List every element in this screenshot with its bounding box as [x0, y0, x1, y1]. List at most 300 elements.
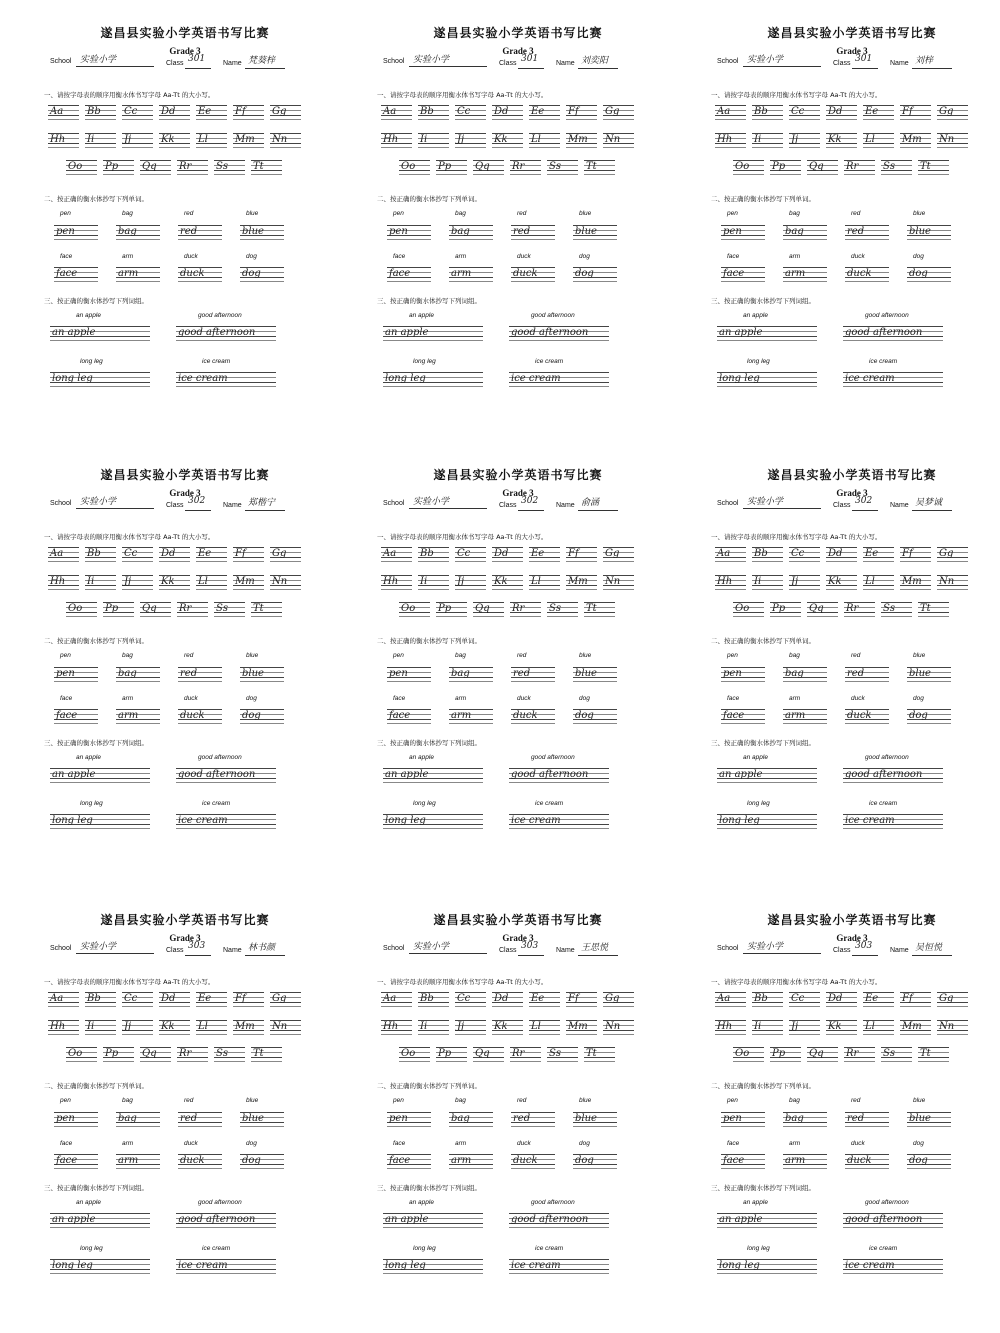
- handwritten-text: Qq: [809, 161, 824, 172]
- school-underline: [409, 508, 487, 509]
- phrase-prompt: an apple: [743, 1199, 768, 1206]
- guide-line-bottom: [159, 589, 190, 590]
- guide-line-bottom: [54, 1168, 98, 1169]
- letter-pair: [752, 575, 783, 589]
- phrase-prompt: long leg: [80, 800, 103, 807]
- guide-line-bottom: [383, 386, 483, 387]
- school-value: 实验小学: [413, 942, 450, 952]
- handwritten-text: long leg: [719, 1260, 760, 1271]
- guide-line-bottom: [381, 1034, 412, 1035]
- handwritten-text: Mm: [568, 1021, 588, 1032]
- handwritten-text: an apple: [385, 327, 429, 338]
- letter-pair: [770, 1047, 801, 1061]
- handwritten-text: ice cream: [511, 815, 561, 826]
- letter-pair: [529, 575, 560, 589]
- phrase-line: [717, 1259, 817, 1273]
- handwritten-text: dog: [575, 710, 594, 721]
- handwritten-text: Tt: [920, 161, 931, 172]
- handwritten-text: Dd: [828, 993, 843, 1004]
- handwritten-text: Ll: [198, 1021, 208, 1032]
- letter-pair: [603, 575, 634, 589]
- guide-line-bottom: [177, 1061, 208, 1062]
- phrase-prompt: ice cream: [535, 358, 564, 365]
- letter-pair: [418, 575, 449, 589]
- guide-line-bottom: [509, 386, 609, 387]
- handwritten-text: Tt: [253, 161, 264, 172]
- letter-pair: [752, 133, 783, 147]
- word-prompt: arm: [122, 695, 134, 702]
- word-line: [721, 1154, 765, 1168]
- handwritten-text: Jj: [457, 576, 465, 587]
- word-prompt: duck: [851, 1140, 865, 1147]
- guide-line-bottom: [449, 1126, 493, 1127]
- word-prompt: blue: [579, 210, 592, 217]
- handwritten-text: pen: [56, 1113, 75, 1124]
- guide-line-bottom: [511, 1168, 555, 1169]
- guide-line-bottom: [122, 1034, 153, 1035]
- letter-pair: [807, 602, 838, 616]
- guide-line-bottom: [844, 1061, 875, 1062]
- handwritten-text: Tt: [586, 161, 597, 172]
- guide-line-bottom: [900, 147, 931, 148]
- handwritten-text: red: [847, 668, 865, 679]
- phrase-prompt: long leg: [747, 800, 770, 807]
- word-line: [116, 709, 160, 723]
- letter-pair: [436, 1047, 467, 1061]
- handwritten-text: blue: [575, 668, 597, 679]
- school-underline: [409, 66, 487, 67]
- guide-line-bottom: [752, 119, 783, 120]
- guide-line-bottom: [178, 681, 222, 682]
- letter-pair: [233, 1020, 264, 1034]
- handwritten-text: Ff: [902, 106, 913, 117]
- guide-line-bottom: [178, 1126, 222, 1127]
- guide-line-bottom: [845, 281, 889, 282]
- school-value: 实验小学: [80, 942, 117, 952]
- guide-line-bottom: [907, 1126, 951, 1127]
- handwritten-text: good afternoon: [845, 1214, 923, 1225]
- guide-line-bottom: [937, 1034, 968, 1035]
- word-line: [178, 1154, 222, 1168]
- guide-line-bottom: [196, 589, 227, 590]
- guide-line-bottom: [492, 561, 523, 562]
- phrase-prompt: long leg: [413, 358, 436, 365]
- letter-pair: [492, 575, 523, 589]
- word-prompt: pen: [727, 210, 738, 217]
- handwritten-text: dog: [909, 1155, 928, 1166]
- handwritten-text: arm: [451, 268, 472, 279]
- guide-line-bottom: [240, 239, 284, 240]
- letter-pair: [863, 575, 894, 589]
- handwritten-text: Ii: [87, 576, 95, 587]
- letter-pair: [381, 575, 412, 589]
- guide-line-bottom: [603, 1006, 634, 1007]
- phrase-line: [717, 814, 817, 828]
- word-line: [511, 1112, 555, 1126]
- handwritten-text: Oo: [735, 1048, 750, 1059]
- letter-pair: [900, 105, 931, 119]
- handwritten-text: long leg: [52, 373, 93, 384]
- guide-line-bottom: [733, 1061, 764, 1062]
- letter-pair: [418, 992, 449, 1006]
- section-3-instruction: 三、按正确的衡水体抄写下列词组。: [377, 739, 481, 747]
- word-prompt: blue: [913, 1097, 926, 1104]
- guide-line-bottom: [843, 386, 943, 387]
- guide-line-bottom: [270, 561, 301, 562]
- handwritten-text: Bb: [87, 106, 101, 117]
- letter-pair: [715, 1020, 746, 1034]
- guide-line-bottom: [178, 281, 222, 282]
- guide-line-bottom: [85, 561, 116, 562]
- guide-line-bottom: [103, 1061, 134, 1062]
- guide-line-bottom: [721, 723, 765, 724]
- guide-line-bottom: [789, 589, 820, 590]
- grade-label: Grade 3: [836, 488, 868, 498]
- section-1-instruction: 一、请按字母表的顺序用衡水体书写字母 Aa-Tt 的大小写。: [377, 978, 548, 986]
- guide-line-bottom: [251, 1061, 282, 1062]
- handwritten-text: bag: [451, 668, 470, 679]
- guide-line-bottom: [845, 1168, 889, 1169]
- guide-line-bottom: [196, 1034, 227, 1035]
- letter-pair: [122, 133, 153, 147]
- guide-line-bottom: [54, 281, 98, 282]
- letter-pair: [66, 602, 97, 616]
- word-prompt: bag: [122, 1097, 133, 1104]
- phrase-prompt: ice cream: [869, 358, 898, 365]
- guide-line-bottom: [511, 281, 555, 282]
- handwritten-text: red: [513, 1113, 531, 1124]
- handwritten-text: red: [180, 668, 198, 679]
- word-prompt: duck: [517, 253, 531, 260]
- handwritten-text: Dd: [828, 548, 843, 559]
- letter-pair: [918, 160, 949, 174]
- handwritten-text: arm: [451, 710, 472, 721]
- handwritten-text: Tt: [253, 603, 264, 614]
- letter-pair: [48, 1020, 79, 1034]
- school-value: 实验小学: [80, 497, 117, 507]
- handwritten-text: Nn: [939, 576, 955, 587]
- section-2-instruction: 二、按正确的衡水体抄写下列单词。: [711, 1082, 815, 1090]
- letter-pair: [251, 1047, 282, 1061]
- guide-line-bottom: [529, 589, 560, 590]
- handwritten-text: Bb: [754, 548, 768, 559]
- letter-pair: [48, 992, 79, 1006]
- word-line: [54, 225, 98, 239]
- word-prompt: dog: [579, 695, 590, 702]
- handwritten-text: Ii: [87, 1021, 95, 1032]
- handwritten-text: Nn: [605, 1021, 621, 1032]
- handwritten-text: Jj: [124, 134, 132, 145]
- name-label: Name: [223, 60, 242, 67]
- phrase-prompt: an apple: [409, 1199, 434, 1206]
- handwritten-text: Dd: [161, 993, 176, 1004]
- handwritten-text: Pp: [438, 161, 452, 172]
- letter-pair: [159, 575, 190, 589]
- letter-pair: [122, 575, 153, 589]
- guide-line-bottom: [66, 616, 97, 617]
- section-2-instruction: 二、按正确的衡水体抄写下列单词。: [44, 1082, 148, 1090]
- guide-line-bottom: [140, 616, 171, 617]
- guide-line-bottom: [233, 147, 264, 148]
- letter-pair: [48, 547, 79, 561]
- section-1-instruction: 一、请按字母表的顺序用衡水体书写字母 Aa-Tt 的大小写。: [711, 533, 882, 541]
- name-underline: [912, 68, 952, 69]
- guide-line-bottom: [783, 723, 827, 724]
- worksheet: [697, 897, 1000, 1317]
- handwritten-text: Pp: [105, 1048, 119, 1059]
- handwritten-text: dog: [909, 710, 928, 721]
- guide-line-bottom: [717, 340, 817, 341]
- guide-line-bottom: [603, 147, 634, 148]
- handwritten-text: Ff: [568, 548, 579, 559]
- letter-pair: [85, 133, 116, 147]
- word-prompt: pen: [60, 652, 71, 659]
- guide-line-bottom: [54, 239, 98, 240]
- handwritten-text: blue: [909, 226, 931, 237]
- guide-line-bottom: [807, 616, 838, 617]
- word-line: [721, 1112, 765, 1126]
- guide-line-bottom: [387, 723, 431, 724]
- letter-pair: [826, 1020, 857, 1034]
- handwritten-text: long leg: [385, 373, 426, 384]
- handwritten-text: Nn: [605, 576, 621, 587]
- section-1-instruction: 一、请按字母表的顺序用衡水体书写字母 Aa-Tt 的大小写。: [44, 978, 215, 986]
- phrase-prompt: good afternoon: [531, 754, 575, 761]
- letter-pair: [492, 992, 523, 1006]
- letter-pair: [733, 160, 764, 174]
- guide-line-bottom: [529, 1006, 560, 1007]
- guide-line-bottom: [566, 1034, 597, 1035]
- letter-pair: [196, 105, 227, 119]
- handwritten-text: Oo: [735, 161, 750, 172]
- class-value: 302: [521, 496, 539, 506]
- guide-line-bottom: [449, 723, 493, 724]
- guide-line-bottom: [717, 1227, 817, 1228]
- word-prompt: blue: [579, 652, 592, 659]
- school-value: 实验小学: [80, 55, 117, 65]
- handwritten-text: Cc: [791, 548, 805, 559]
- handwritten-text: Ss: [549, 161, 561, 172]
- word-prompt: arm: [455, 253, 467, 260]
- guide-line-bottom: [783, 1168, 827, 1169]
- phrase-prompt: an apple: [76, 754, 101, 761]
- handwritten-text: Ee: [865, 993, 879, 1004]
- letter-pair: [159, 133, 190, 147]
- guide-line-bottom: [937, 1006, 968, 1007]
- handwritten-text: good afternoon: [511, 1214, 589, 1225]
- word-line: [783, 225, 827, 239]
- word-prompt: red: [184, 1097, 194, 1104]
- word-line: [907, 667, 951, 681]
- handwritten-text: Qq: [142, 1048, 157, 1059]
- letter-pair: [122, 992, 153, 1006]
- guide-line-bottom: [529, 119, 560, 120]
- handwritten-text: Hh: [717, 134, 733, 145]
- letter-pair: [103, 1047, 134, 1061]
- guide-line-bottom: [721, 239, 765, 240]
- handwritten-text: red: [847, 226, 865, 237]
- handwritten-text: Ii: [754, 1021, 762, 1032]
- handwritten-text: Gg: [605, 548, 620, 559]
- grade-label: Grade 3: [502, 46, 534, 56]
- letter-pair: [789, 547, 820, 561]
- handwritten-text: Cc: [457, 993, 471, 1004]
- phrase-line: [50, 326, 150, 340]
- word-line: [573, 225, 617, 239]
- school-underline: [76, 66, 154, 67]
- handwritten-text: Cc: [791, 993, 805, 1004]
- letter-pair: [529, 105, 560, 119]
- word-prompt: duck: [851, 253, 865, 260]
- phrase-prompt: an apple: [76, 312, 101, 319]
- guide-line-bottom: [240, 723, 284, 724]
- handwritten-text: good afternoon: [845, 769, 923, 780]
- word-line: [573, 1112, 617, 1126]
- guide-line-bottom: [455, 589, 486, 590]
- phrase-prompt: long leg: [747, 358, 770, 365]
- handwritten-text: face: [389, 268, 411, 279]
- handwritten-text: face: [56, 268, 78, 279]
- phrase-prompt: ice cream: [869, 800, 898, 807]
- guide-line-bottom: [270, 1006, 301, 1007]
- handwritten-text: Kk: [828, 576, 842, 587]
- handwritten-text: Nn: [939, 1021, 955, 1032]
- guide-line-bottom: [721, 281, 765, 282]
- word-line: [116, 1154, 160, 1168]
- guide-line-bottom: [387, 681, 431, 682]
- letter-pair: [214, 602, 245, 616]
- letter-pair: [270, 992, 301, 1006]
- guide-line-bottom: [900, 1034, 931, 1035]
- word-prompt: dog: [913, 695, 924, 702]
- guide-line-bottom: [826, 1034, 857, 1035]
- guide-line-bottom: [103, 174, 134, 175]
- school-label: School: [383, 500, 405, 507]
- handwritten-text: good afternoon: [178, 769, 256, 780]
- handwritten-text: Kk: [161, 1021, 175, 1032]
- word-line: [783, 667, 827, 681]
- letter-pair: [214, 160, 245, 174]
- word-prompt: dog: [246, 1140, 257, 1147]
- guide-line-bottom: [116, 723, 160, 724]
- guide-line-bottom: [509, 828, 609, 829]
- word-line: [116, 1112, 160, 1126]
- handwritten-text: Kk: [494, 576, 508, 587]
- handwritten-text: Rr: [179, 161, 192, 172]
- guide-line-bottom: [907, 1168, 951, 1169]
- word-prompt: pen: [393, 1097, 404, 1104]
- guide-line-bottom: [509, 1273, 609, 1274]
- handwritten-text: Ll: [198, 134, 208, 145]
- handwritten-text: Kk: [161, 134, 175, 145]
- letter-pair: [270, 133, 301, 147]
- word-prompt: arm: [789, 695, 801, 702]
- word-line: [449, 1112, 493, 1126]
- grade-label: Grade 3: [502, 933, 534, 943]
- guide-line-bottom: [159, 1034, 190, 1035]
- word-prompt: red: [184, 652, 194, 659]
- letter-pair: [603, 547, 634, 561]
- handwritten-text: Jj: [124, 1021, 132, 1032]
- guide-line-bottom: [383, 1273, 483, 1274]
- guide-line-bottom: [900, 561, 931, 562]
- handwritten-text: Jj: [457, 1021, 465, 1032]
- handwritten-text: pen: [723, 1113, 742, 1124]
- guide-line-bottom: [783, 1126, 827, 1127]
- word-line: [721, 709, 765, 723]
- phrase-line: [50, 1213, 150, 1227]
- letter-pair: [85, 547, 116, 561]
- guide-line-bottom: [449, 1168, 493, 1169]
- guide-line-bottom: [603, 561, 634, 562]
- section-3-instruction: 三、按正确的衡水体抄写下列词组。: [711, 1184, 815, 1192]
- name-label: Name: [556, 502, 575, 509]
- class-underline: [518, 68, 544, 69]
- handwritten-text: Ll: [865, 576, 875, 587]
- class-label: Class: [833, 60, 851, 67]
- word-line: [573, 667, 617, 681]
- guide-line-bottom: [85, 1006, 116, 1007]
- handwritten-text: Oo: [735, 603, 750, 614]
- guide-line-bottom: [783, 681, 827, 682]
- word-prompt: arm: [789, 253, 801, 260]
- guide-line-bottom: [752, 1006, 783, 1007]
- phrase-prompt: good afternoon: [531, 1199, 575, 1206]
- handwritten-text: face: [389, 710, 411, 721]
- word-prompt: bag: [789, 652, 800, 659]
- handwritten-text: Gg: [272, 993, 287, 1004]
- name-label: Name: [890, 947, 909, 954]
- handwritten-text: blue: [242, 668, 264, 679]
- letter-pair: [584, 1047, 615, 1061]
- word-line: [449, 1154, 493, 1168]
- section-1-instruction: 一、请按字母表的顺序用衡水体书写字母 Aa-Tt 的大小写。: [44, 91, 215, 99]
- handwritten-text: Ll: [865, 134, 875, 145]
- word-line: [240, 667, 284, 681]
- handwritten-text: long leg: [385, 815, 426, 826]
- guide-line-bottom: [900, 119, 931, 120]
- handwritten-text: Ii: [420, 134, 428, 145]
- handwritten-text: Aa: [383, 106, 397, 117]
- word-prompt: dog: [246, 253, 257, 260]
- letter-pair: [937, 547, 968, 561]
- handwritten-text: Mm: [235, 1021, 255, 1032]
- guide-line-bottom: [937, 589, 968, 590]
- phrase-line: [717, 326, 817, 340]
- phrase-line: [843, 814, 943, 828]
- handwritten-text: Ff: [235, 106, 246, 117]
- letter-pair: [603, 1020, 634, 1034]
- handwritten-text: Jj: [791, 1021, 799, 1032]
- guide-line-bottom: [116, 681, 160, 682]
- handwritten-text: good afternoon: [178, 327, 256, 338]
- handwritten-text: good afternoon: [511, 327, 589, 338]
- handwritten-text: Ff: [235, 993, 246, 1004]
- class-label: Class: [499, 502, 517, 509]
- worksheet: [30, 897, 340, 1317]
- word-prompt: dog: [246, 695, 257, 702]
- word-line: [573, 1154, 617, 1168]
- guide-line-bottom: [492, 1006, 523, 1007]
- grade-label: Grade 3: [169, 46, 201, 56]
- handwritten-text: Ll: [198, 576, 208, 587]
- letter-pair: [196, 1020, 227, 1034]
- handwritten-text: arm: [118, 1155, 139, 1166]
- phrase-line: [843, 326, 943, 340]
- handwritten-text: Mm: [902, 1021, 922, 1032]
- guide-line-bottom: [863, 561, 894, 562]
- guide-line-bottom: [48, 147, 79, 148]
